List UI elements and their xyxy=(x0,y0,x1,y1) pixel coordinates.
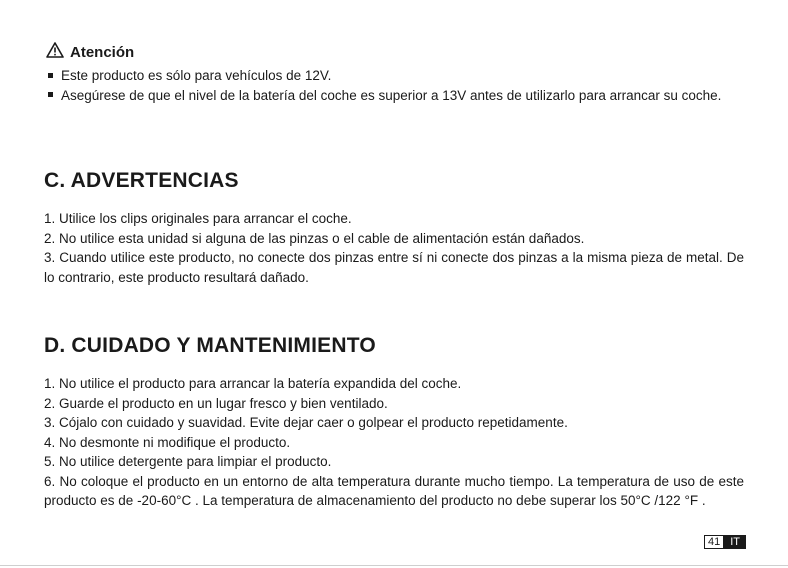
page-number: 41 xyxy=(704,535,724,549)
list-item: 1. Utilice los clips originales para arrancar el coche. xyxy=(44,211,352,226)
attention-item: Asegúrese de que el nivel de la batería del coche es superior a 13V antes de utilizarlo para arrancar su coche. xyxy=(44,86,744,106)
list-item: 2. Guarde el producto en un lugar fresco y bien ventilado. xyxy=(44,395,388,411)
list-item: 5. No utilice detergente para limpiar el producto. xyxy=(44,454,332,469)
bottom-divider xyxy=(0,565,788,566)
attention-heading xyxy=(46,42,134,62)
list-item: 4. No desmonte ni modifique el producto. xyxy=(44,434,291,450)
section-d-heading: D. CUIDADO Y MANTENIMIENTO xyxy=(44,334,376,357)
section-c-heading: C. ADVERTENCIAS xyxy=(44,169,239,192)
section-d-list xyxy=(44,374,744,511)
list-item: 6. No coloque el producto en un entorno de alta temperatura durante mucho tiempo. La temperatura de uso de este producto es de -20-60°C . La temperatura de almacenamiento del producto no debe superar los 50°C /122 °F . xyxy=(44,473,744,508)
list-item: 2. No utilice esta unidad si alguna de las pinzas o el cable de alimentación están dañados. xyxy=(44,230,585,246)
list-item: 3. Cójalo con cuidado y suavidad. Evite dejar caer o golpear el producto repetidamente. xyxy=(44,415,568,430)
attention-list xyxy=(44,66,744,105)
attention-title: Atención xyxy=(70,43,135,61)
bullet-icon xyxy=(48,92,53,97)
warning-triangle-icon xyxy=(46,42,64,62)
list-item: 1. No utilice el producto para arrancar la batería expandida del coche. xyxy=(44,376,462,391)
list-item: 3. Cuando utilice este producto, no conecte dos pinzas entre sí ni conecte dos pinzas a la misma pieza de metal. De lo contrario, este producto resultará dañado. xyxy=(44,250,744,285)
bullet-icon xyxy=(48,73,53,78)
attention-item: Este producto es sólo para vehículos de 12V. xyxy=(44,66,744,86)
page-number-badge xyxy=(704,535,746,549)
section-c-list xyxy=(44,209,744,287)
language-tag: IT xyxy=(724,535,746,549)
